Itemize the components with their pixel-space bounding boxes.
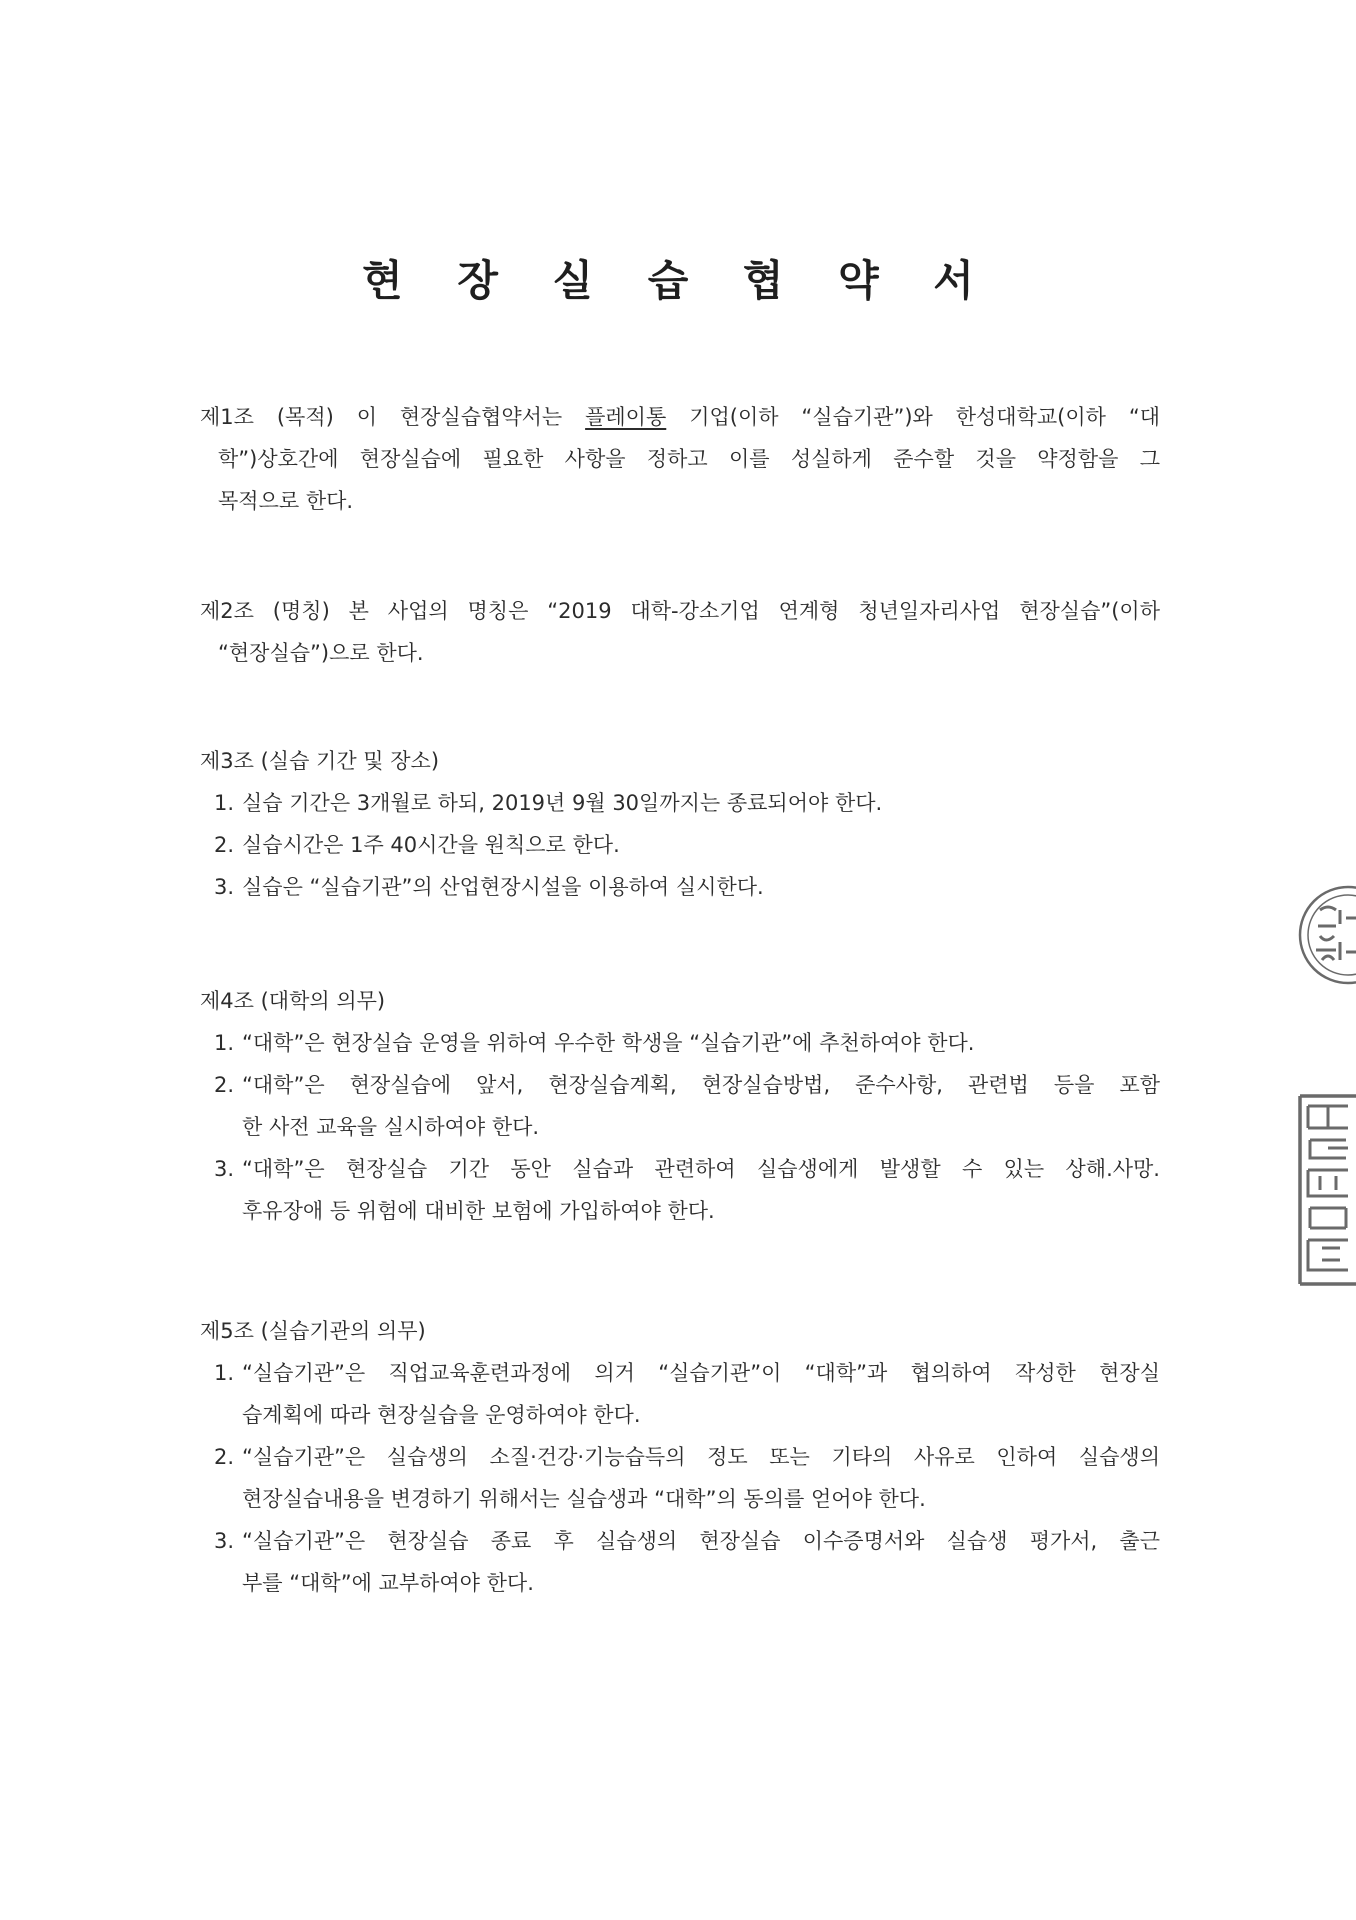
article-1 [200, 396, 1160, 522]
article-3-item [200, 866, 1160, 908]
item-number: 3. [214, 1529, 235, 1553]
item-text-continued: 습계획에 따라 현장실습을 운영하여야 한다. [242, 1403, 641, 1427]
item-text: “실습기관”은 실습생의 소질·건강·기능습득의 정도 또는 기타의 사유로 인하여 실습생의 [242, 1445, 1160, 1469]
item-text: “실습기관”은 현장실습 종료 후 실습생의 현장실습 이수증명서와 실습생 평가서, 출근 [242, 1529, 1160, 1553]
article-4-item [200, 1022, 1160, 1064]
item-text: “대학”은 현장실습에 앞서, 현장실습계획, 현장실습방법, 준수사항, 관련법 등을 포함 [242, 1073, 1160, 1097]
article-2-line-1: 제2조 (명칭) 본 사업의 명칭은 “2019 대학-강소기업 연계형 청년일자리사업 현장실습”(이하 [200, 599, 1160, 623]
item-text: “대학”은 현장실습 운영을 위하여 우수한 학생을 “실습기관”에 추천하여야 한다. [242, 1031, 975, 1055]
item-text: 실습은 “실습기관”의 산업현장시설을 이용하여 실시한다. [242, 875, 764, 899]
article-1-heading: 제1조 (목적) 이 현장실습협약서는 [200, 405, 563, 429]
company-name: 플레이통 [585, 405, 667, 429]
article-5-heading: 제5조 (실습기관의 의무) [200, 1319, 426, 1343]
article-3-item [200, 824, 1160, 866]
article-1-text: 기업(이하 “실습기관”)와 한성대학교(이하 “대 [689, 405, 1160, 429]
square-seal-graphic [1276, 1090, 1356, 1290]
article-1-line-2: 학”)상호간에 현장실습에 필요한 사항을 정하고 이를 성실하게 준수할 것을 약정함을 그 [218, 447, 1160, 471]
article-2-line-2: “현장실습”)으로 한다. [218, 641, 424, 665]
item-number: 2. [214, 833, 235, 857]
article-3-item [200, 782, 1160, 824]
article-4-heading: 제4조 (대학의 의무) [200, 989, 386, 1013]
item-number: 1. [214, 1361, 235, 1385]
item-text: 실습 기간은 3개월로 하되, 2019년 9월 30일까지는 종료되어야 한다. [242, 791, 883, 815]
item-number: 2. [214, 1073, 235, 1097]
document-title: 현 장 실 습 협 약 서 [362, 256, 994, 305]
item-text-continued: 후유장애 등 위험에 대비한 보험에 가입하여야 한다. [242, 1199, 715, 1223]
article-4-item [200, 1064, 1160, 1148]
item-text: “대학”은 현장실습 기간 동안 실습과 관련하여 실습생에게 발생할 수 있는 상해.사망. [242, 1157, 1160, 1181]
article-1-line-3: 목적으로 한다. [218, 489, 354, 513]
article-3 [200, 740, 1160, 908]
article-4 [200, 980, 1160, 1232]
article-4-item [200, 1148, 1160, 1232]
article-2 [200, 590, 1160, 674]
item-number: 3. [214, 1157, 235, 1181]
square-seal-icon [1276, 1090, 1356, 1290]
article-5-item [200, 1436, 1160, 1520]
item-number: 2. [214, 1445, 235, 1469]
item-number: 3. [214, 875, 235, 899]
item-text: “실습기관”은 직업교육훈련과정에 의거 “실습기관”이 “대학”과 협의하여 작성한 현장실 [242, 1361, 1160, 1385]
item-number: 1. [214, 1031, 235, 1055]
article-1-line-1 [200, 396, 1160, 438]
item-text-continued: 한 사전 교육을 실시하여야 한다. [242, 1115, 540, 1139]
item-text-continued: 부를 “대학”에 교부하여야 한다. [242, 1571, 534, 1595]
article-5 [200, 1310, 1160, 1604]
item-number: 1. [214, 791, 235, 815]
article-3-heading: 제3조 (실습 기간 및 장소) [200, 749, 440, 773]
round-seal-icon [1276, 880, 1356, 990]
item-text-continued: 현장실습내용을 변경하기 위해서는 실습생과 “대학”의 동의를 얻어야 한다. [242, 1487, 926, 1511]
article-5-item [200, 1352, 1160, 1436]
item-text: 실습시간은 1주 40시간을 원칙으로 한다. [242, 833, 620, 857]
round-seal-graphic [1276, 880, 1356, 990]
article-5-item [200, 1520, 1160, 1604]
